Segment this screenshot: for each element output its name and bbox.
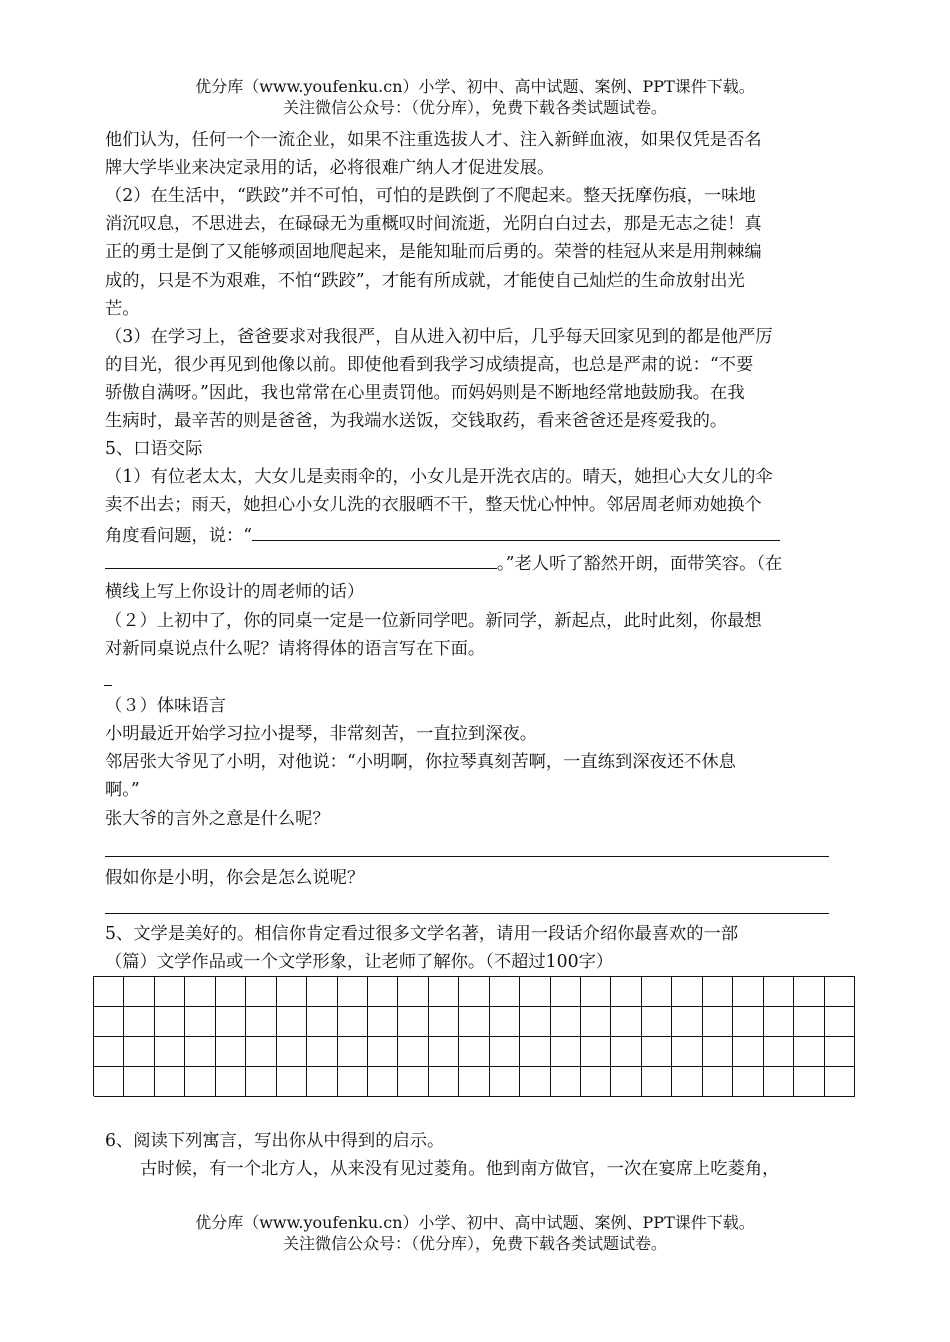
grid-cell[interactable]	[459, 977, 489, 1007]
grid-cell[interactable]	[703, 1007, 733, 1037]
grid-cell[interactable]	[155, 1037, 185, 1067]
body-line: 牌大学毕业来决定录用的话，必将很难广纳人才促进发展。	[105, 158, 555, 178]
body-line: 骄傲自满呀。”因此，我也常常在心里责罚他。而妈妈则是不断地经常地鼓励我。在我	[105, 383, 745, 403]
grid-cell[interactable]	[490, 1067, 520, 1097]
grid-cell[interactable]	[307, 1007, 337, 1037]
answer-blank[interactable]	[105, 554, 497, 569]
grid-cell[interactable]	[551, 1067, 581, 1097]
body-line: （2）在生活中，“跌跤”并不可怕，可怕的是跌倒了不爬起来。整天抚摩伤痕，一味地	[105, 186, 756, 206]
grid-cell[interactable]	[551, 977, 581, 1007]
question-text: 卖不出去；雨天，她担心小女儿洗的衣服晒不干，整天忧心忡忡。邻居周老师劝她换个	[105, 495, 762, 515]
question-text: （篇）文学作品或一个文学形象，让老师了解你。（不超过100字）	[105, 952, 614, 972]
grid-cell[interactable]	[459, 1037, 489, 1067]
grid-cell[interactable]	[185, 1067, 215, 1097]
question-text: 小明最近开始学习拉小提琴，非常刻苦，一直拉到深夜。	[105, 724, 538, 744]
question-subtitle: （３）体味语言	[105, 696, 226, 716]
writing-grid[interactable]	[93, 976, 855, 1096]
grid-cell[interactable]	[794, 1067, 824, 1097]
grid-cell[interactable]	[733, 977, 763, 1007]
grid-cell[interactable]	[672, 1007, 702, 1037]
grid-cell[interactable]	[398, 977, 428, 1007]
grid-cell[interactable]	[581, 1037, 611, 1067]
grid-cell[interactable]	[338, 977, 368, 1007]
grid-cell[interactable]	[398, 1037, 428, 1067]
footer-line-1: 优分库（www.youfenku.cn）小学、初中、高中试题、案例、PPT课件下载。	[195, 1213, 755, 1232]
grid-cell[interactable]	[94, 977, 124, 1007]
grid-cell[interactable]	[642, 1007, 672, 1037]
question-text-with-blank	[105, 524, 780, 548]
grid-cell[interactable]	[368, 1007, 398, 1037]
grid-cell[interactable]	[642, 1067, 672, 1097]
question-title: 5、口语交际	[105, 439, 203, 459]
body-line: （3）在学习上，爸爸要求对我很严，自从进入初中后，几乎每天回家见到的都是他严厉	[105, 327, 773, 347]
grid-cell[interactable]	[246, 1037, 276, 1067]
grid-cell[interactable]	[642, 1037, 672, 1067]
grid-cell[interactable]	[94, 1007, 124, 1037]
grid-cell[interactable]	[155, 1067, 185, 1097]
grid-cell[interactable]	[124, 1007, 154, 1037]
grid-cell[interactable]	[338, 1007, 368, 1037]
grid-cell[interactable]	[307, 977, 337, 1007]
grid-cell[interactable]	[307, 1037, 337, 1067]
grid-cell[interactable]	[764, 1067, 794, 1097]
grid-cell[interactable]	[277, 1067, 307, 1097]
grid-cell[interactable]	[277, 1007, 307, 1037]
answer-line[interactable]	[105, 856, 829, 857]
question-text: 对新同桌说点什么呢？请将得体的语言写在下面。	[105, 639, 486, 659]
grid-cell[interactable]	[703, 1067, 733, 1097]
grid-row	[94, 1007, 855, 1037]
grid-cell[interactable]	[185, 1007, 215, 1037]
grid-cell[interactable]	[672, 977, 702, 1007]
grid-cell[interactable]	[825, 977, 855, 1007]
grid-cell[interactable]	[368, 977, 398, 1007]
question-text: 角度看问题，说：“	[105, 526, 253, 546]
grid-cell[interactable]	[581, 1007, 611, 1037]
grid-cell[interactable]	[246, 1007, 276, 1037]
question-text: 假如你是小明，你会是怎么说呢？	[105, 868, 365, 888]
grid-cell[interactable]	[368, 1037, 398, 1067]
grid-cell[interactable]	[672, 1067, 702, 1097]
grid-cell[interactable]	[825, 1067, 855, 1097]
grid-cell[interactable]	[338, 1037, 368, 1067]
grid-cell[interactable]	[338, 1067, 368, 1097]
grid-cell[interactable]	[520, 1007, 550, 1037]
question-text: 5、文学是美好的。相信你肯定看过很多文学名著，请用一段话介绍你最喜欢的一部	[105, 924, 739, 944]
answer-blank[interactable]	[252, 526, 780, 541]
grid-cell[interactable]	[733, 1007, 763, 1037]
grid-cell[interactable]	[155, 977, 185, 1007]
grid-cell[interactable]	[490, 1007, 520, 1037]
grid-cell[interactable]	[216, 1037, 246, 1067]
grid-cell[interactable]	[581, 977, 611, 1007]
grid-cell[interactable]	[825, 1007, 855, 1037]
grid-cell[interactable]	[216, 1067, 246, 1097]
grid-cell[interactable]	[520, 1037, 550, 1067]
body-line: 的目光，很少再见到他像以前。即使他看到我学习成绩提高，也总是严肃的说：“不要	[105, 355, 754, 375]
body-line: 正的勇士是倒了又能够顽固地爬起来，是能知耻而后勇的。荣誉的桂冠从来是用荆棘编	[105, 242, 762, 262]
grid-cell[interactable]	[155, 1007, 185, 1037]
question-text: （1）有位老太太，大女儿是卖雨伞的，小女儿是开洗衣店的。晴天，她担心大女儿的伞	[105, 467, 773, 487]
grid-cell[interactable]	[611, 1007, 641, 1037]
question-text: （２）上初中了，你的同桌一定是一位新同学吧。新同学，新起点，此时此刻，你最想	[105, 611, 762, 631]
grid-cell[interactable]	[124, 977, 154, 1007]
grid-cell[interactable]	[429, 1007, 459, 1037]
grid-cell[interactable]	[611, 1037, 641, 1067]
grid-cell[interactable]	[733, 1037, 763, 1067]
grid-row	[94, 1067, 855, 1097]
header-line-2: 关注微信公众号：（优分库），免费下载各类试题试卷。	[282, 98, 667, 117]
grid-cell[interactable]	[703, 977, 733, 1007]
body-line: 芒。	[105, 299, 140, 319]
grid-cell[interactable]	[520, 1067, 550, 1097]
grid-cell[interactable]	[398, 1067, 428, 1097]
grid-cell[interactable]	[124, 1067, 154, 1097]
grid-cell[interactable]	[459, 1007, 489, 1037]
grid-cell[interactable]	[520, 977, 550, 1007]
body-line: 成的，只是不为艰难，不怕“跌跤”，才能有所成就，才能使自己灿烂的生命放射出光	[105, 271, 745, 291]
grid-cell[interactable]	[581, 1067, 611, 1097]
grid-cell[interactable]	[642, 977, 672, 1007]
grid-cell[interactable]	[429, 1067, 459, 1097]
grid-cell[interactable]	[459, 1067, 489, 1097]
question-text: 啊。”	[105, 780, 140, 800]
grid-cell[interactable]	[490, 977, 520, 1007]
grid-cell[interactable]	[733, 1067, 763, 1097]
grid-cell[interactable]	[794, 977, 824, 1007]
body-line: 消沉叹息，不思进去，在碌碌无为重概叹时间流逝，光阴白白过去，那是无志之徒！真	[105, 214, 762, 234]
grid-cell[interactable]	[764, 1037, 794, 1067]
grid-cell[interactable]	[246, 977, 276, 1007]
grid-cell[interactable]	[429, 1037, 459, 1067]
grid-cell[interactable]	[703, 1037, 733, 1067]
grid-cell[interactable]	[277, 1037, 307, 1067]
grid-cell[interactable]	[307, 1067, 337, 1097]
grid-row	[94, 1037, 855, 1067]
question-text: 张大爷的言外之意是什么呢？	[105, 809, 330, 829]
grid-cell[interactable]	[368, 1067, 398, 1097]
question-title: 6、阅读下列寓言，写出你从中得到的启示。	[105, 1131, 445, 1151]
question-text: 横线上写上你设计的周老师的话）	[105, 582, 365, 602]
grid-cell[interactable]	[277, 977, 307, 1007]
answer-line[interactable]	[105, 913, 829, 914]
grid-cell[interactable]	[216, 977, 246, 1007]
grid-cell[interactable]	[398, 1007, 428, 1037]
grid-cell[interactable]	[611, 977, 641, 1007]
grid-cell[interactable]	[794, 1037, 824, 1067]
question-text-with-blank	[105, 552, 782, 576]
body-line: 生病时，最辛苦的则是爸爸，为我端水送饭，交钱取药，看来爸爸还是疼爱我的。	[105, 411, 728, 431]
grid-cell[interactable]	[764, 977, 794, 1007]
grid-cell[interactable]	[764, 1007, 794, 1037]
grid-cell[interactable]	[672, 1037, 702, 1067]
grid-cell[interactable]	[490, 1037, 520, 1067]
grid-cell[interactable]	[794, 1007, 824, 1037]
question-text: 古时候，有一个北方人，从来没有见过菱角。他到南方做官，一次在宴席上吃菱角，	[140, 1159, 780, 1179]
question-text: 邻居张大爷见了小明，对他说：“小明啊，你拉琴真刻苦啊，一直练到深夜还不休息	[105, 752, 736, 772]
grid-cell[interactable]	[551, 1007, 581, 1037]
header-line-1: 优分库（www.youfenku.cn）小学、初中、高中试题、案例、PPT课件下载。	[195, 77, 755, 96]
footer-line-2: 关注微信公众号：（优分库），免费下载各类试题试卷。	[282, 1234, 667, 1253]
answer-line[interactable]	[104, 685, 112, 686]
grid-cell[interactable]	[551, 1037, 581, 1067]
body-line: 他们认为，任何一个一流企业，如果不注重选拔人才、注入新鲜血液，如果仅凭是否名	[105, 130, 762, 150]
grid-row	[94, 977, 855, 1007]
grid-cell[interactable]	[94, 1067, 124, 1097]
grid-cell[interactable]	[246, 1067, 276, 1097]
grid-cell[interactable]	[185, 977, 215, 1007]
question-text: 。”老人听了豁然开朗，面带笑容。（在	[497, 554, 783, 574]
grid-cell[interactable]	[124, 1037, 154, 1067]
grid-cell[interactable]	[429, 977, 459, 1007]
grid-cell[interactable]	[611, 1067, 641, 1097]
grid-cell[interactable]	[94, 1037, 124, 1067]
grid-cell[interactable]	[216, 1007, 246, 1037]
grid-cell[interactable]	[185, 1037, 215, 1067]
grid-cell[interactable]	[825, 1037, 855, 1067]
